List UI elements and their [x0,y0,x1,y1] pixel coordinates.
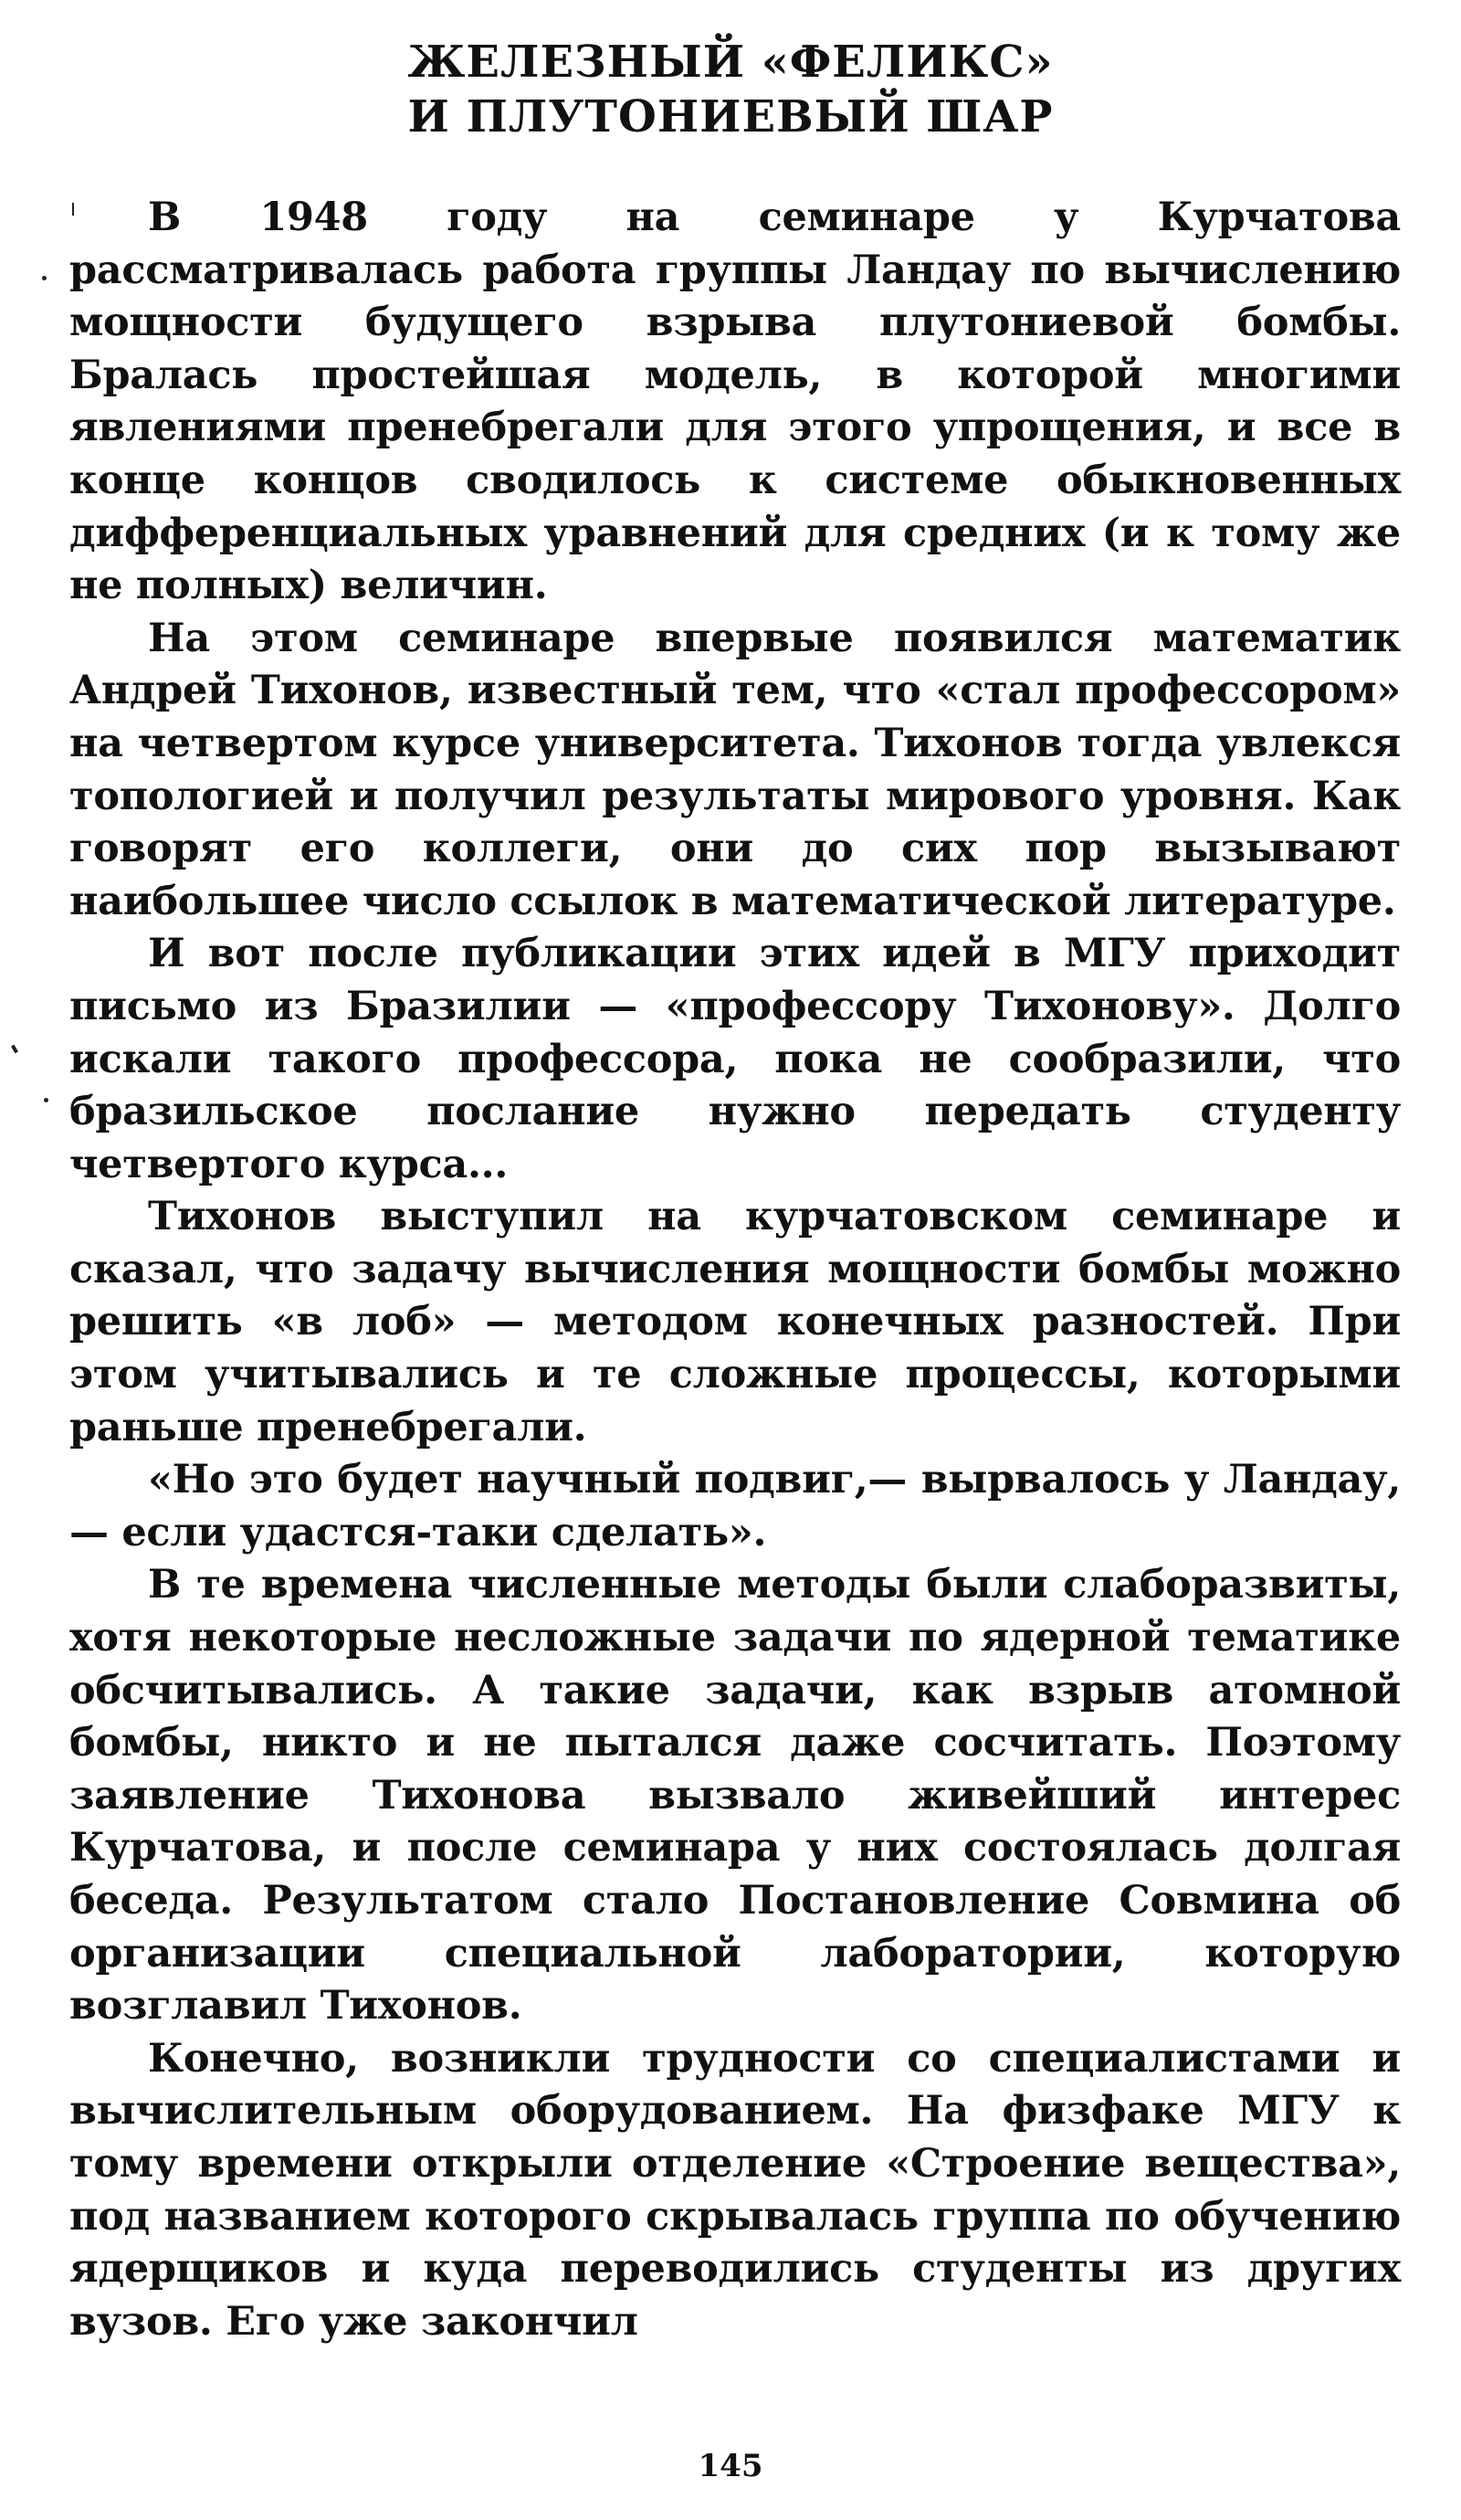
scan-speck [42,276,47,280]
scan-speck [11,1045,18,1054]
paragraph: На этом семинаре впервые появился математик Андрей Тихонов, известный тем, что «стал профессором» на четвертом курсе университета. Тихонов тогда увлекся топологией и получил результаты мирового уровня. Как говорят его коллеги, они до сих пор вызывают наибольшее число ссылок в математической литературе. [69,615,1401,924]
chapter-title-line-2: И ПЛУТОНИЕВЫЙ ШАР [407,91,1054,142]
paragraph: В те времена численные методы были слаборазвиты, хотя некоторые несложные задачи по ядерной тематике обсчитывались. А такие задачи, как взрыв атомной бомбы, никто и не пытался даже сосчитать. Поэтому заявление Тихонова вызвало живейший интерес Курчатова, и после семинара у них состоялась долгая беседа. Результатом стало Постановление Совмина об организации специальной лаборатории, которую возглавил Тихонов. [69,1562,1401,2030]
paragraph: Конечно, возникли трудности со специалистами и вычислительным оборудованием. На физфаке МГУ к тому времени открыли отделение «Строение вещества», под названием которого скрывалась группа по обучению ядерщиков и куда переводились студенты из других вузов. Его уже закончил [69,2035,1401,2345]
page-number: 145 [698,2448,763,2484]
paragraph: Тихонов выступил на курчатовском семинаре и сказал, что задачу вычисления мощности бомбы можно решить «в лоб» — методом конечных разностей. При этом учитывались и те сложные процессы, которыми раньше пренебрегали. [69,1194,1401,1450]
body-text [69,192,1401,2348]
paragraph: «Но это будет научный подвиг,— вырвалось у Ландау,— если удастся-таки сделать». [69,1457,1401,1555]
paragraph: И вот после публикации этих идей в МГУ приходит письмо из Бразилии — «профессору Тихонову». Долго искали такого профессора, пока не сообразили, что бразильское послание нужно передать студенту четвертого курса... [69,931,1401,1187]
paragraph: В 1948 году на семинаре у Курчатова рассматривалась работа группы Ландау по вычислению мощности будущего взрыва плутониевой бомбы. Бралась простейшая модель, в которой многими явлениями пренебрегали для этого упрощения, и все в конце концов сводилось к системе обыкновенных дифференциальных уравнений для средних (и к тому же не полных) величин. [69,195,1401,609]
chapter-title [0,35,1461,144]
scan-speck [72,203,74,216]
scan-speck [44,1098,48,1102]
chapter-title-line-1: ЖЕЛЕЗНЫЙ «ФЕЛИКС» [407,37,1054,88]
